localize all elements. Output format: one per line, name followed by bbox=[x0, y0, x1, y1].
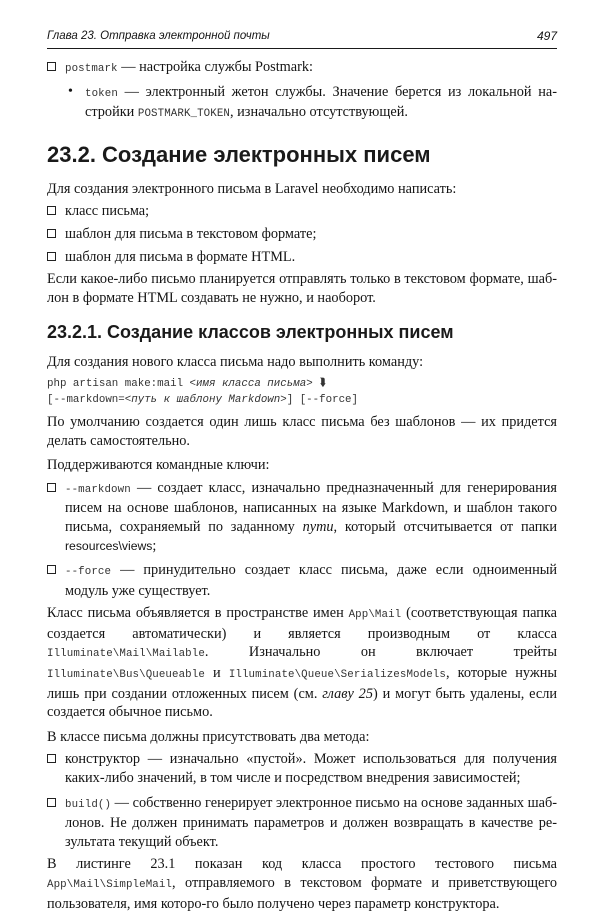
list-item-constructor: конструктор — изначально «пустой». Может использоваться для получения каких-либо значений, в том числе и посредством внедрения зависимостей; bbox=[47, 750, 557, 787]
path-word: пути bbox=[302, 518, 334, 535]
section-intro: Для создания электронного письма в Laravel необходимо написать: bbox=[47, 180, 457, 197]
folder-path: resources\views bbox=[65, 538, 153, 553]
token-text-1: — электронный жетон службы. Значение берется из локальной на-стройки bbox=[85, 83, 557, 121]
list-item-markdown: --markdown — создает класс, изначально предназначенный для генерирования писем на основе шаблонов, написанных на языке Markdown, и шаблон такого письма, сохраняемый по заданному пути, который отсчитывается от папки resources\views; bbox=[47, 479, 557, 555]
checkbox-bullet-icon bbox=[47, 62, 56, 71]
postmark-text: — настройка службы Postmark: bbox=[117, 59, 314, 75]
keys-intro: Поддерживаются командные ключи: bbox=[47, 457, 270, 474]
list-item: шаблон для письма в текстовом формате; bbox=[47, 225, 557, 244]
checkbox-bullet-icon bbox=[47, 206, 56, 215]
listing-paragraph: В листинге 23.1 показан код класса простого тестового письма App\Mail\SimpleMail, отправляемого в текстовом формате и приветствующего пользователя, имя которо-го было получено через параметр конструктора. bbox=[47, 856, 557, 912]
list-item: класс письма; bbox=[47, 202, 557, 221]
command-line-1: php artisan make:mail <имя класса письма> ⮯ bbox=[47, 377, 326, 390]
page-number: 497 bbox=[536, 29, 557, 43]
default-paragraph: По умолчанию создается один лишь класс письма без шаблонов — их придется делать самостоятельно. bbox=[47, 413, 557, 449]
list-item-token bbox=[47, 83, 557, 124]
code-force-key: --force bbox=[65, 566, 112, 579]
checkbox-bullet-icon bbox=[47, 483, 56, 492]
code-postmark: postmark bbox=[65, 63, 118, 75]
checkbox-bullet-icon bbox=[47, 754, 56, 763]
command-block bbox=[47, 376, 557, 408]
methods-intro: В классе письма должны присутствовать два метода: bbox=[47, 728, 370, 745]
list-item-postmark bbox=[47, 58, 557, 79]
dot-bullet-icon: • bbox=[68, 83, 73, 99]
section-note: Если какое-либо письмо планируется отправлять только в текстовом формате, шаб-лон в формате HTML создавать не нужно, и наоборот. bbox=[47, 271, 557, 306]
checkbox-bullet-icon bbox=[47, 229, 56, 238]
subsection-intro: Для создания нового класса письма надо выполнить команду: bbox=[47, 354, 424, 371]
chapter-title: Глава 23. Отправка электронной почты bbox=[47, 30, 270, 42]
token-text-2: , изначально отсутствующей. bbox=[230, 104, 408, 121]
code-markdown-key: --markdown bbox=[65, 483, 131, 496]
code-token: token bbox=[85, 87, 118, 100]
list-item-build: build() — собственно генерирует электронное письмо на основе заданных шаб-лонов. Не должен принимать параметров и должен возвращать в качестве ре-зультата текущий объект. bbox=[47, 794, 557, 852]
checkbox-bullet-icon bbox=[47, 565, 56, 574]
namespace-paragraph: Класс письма объявляется в пространстве имен App\Mail (соответствующая папка создается автоматически) и является производным от класса Illuminate\Mail\Mailable. Изначально он включает трейты Illuminate\Bus\Queueable и Illuminate\Queue\SerializesModels, которые нужны лишь при создании отложенных писем (см. главу 25) и могут быть удалены, если создается обычное письмо. bbox=[47, 605, 557, 721]
checkbox-bullet-icon bbox=[47, 252, 56, 261]
checkbox-bullet-icon bbox=[47, 798, 56, 807]
chapter-reference: главу 25 bbox=[322, 685, 373, 702]
code-postmark-token: POSTMARK_TOKEN bbox=[137, 108, 230, 121]
subsection-heading: 23.2.1. Создание классов электронных писем bbox=[47, 322, 454, 343]
running-header bbox=[47, 28, 557, 49]
page-body bbox=[47, 58, 557, 913]
section-heading: 23.2. Создание электронных писем bbox=[47, 141, 431, 167]
command-line-2: [--markdown=<путь к шаблону Markdown>] [--force] bbox=[47, 393, 359, 406]
list-item-force: --force — принудительно создает класс письма, даже если одноименный модуль уже существует. bbox=[47, 561, 557, 600]
code-build: build() bbox=[65, 798, 112, 811]
list-item: шаблон для письма в формате HTML. bbox=[47, 248, 557, 267]
